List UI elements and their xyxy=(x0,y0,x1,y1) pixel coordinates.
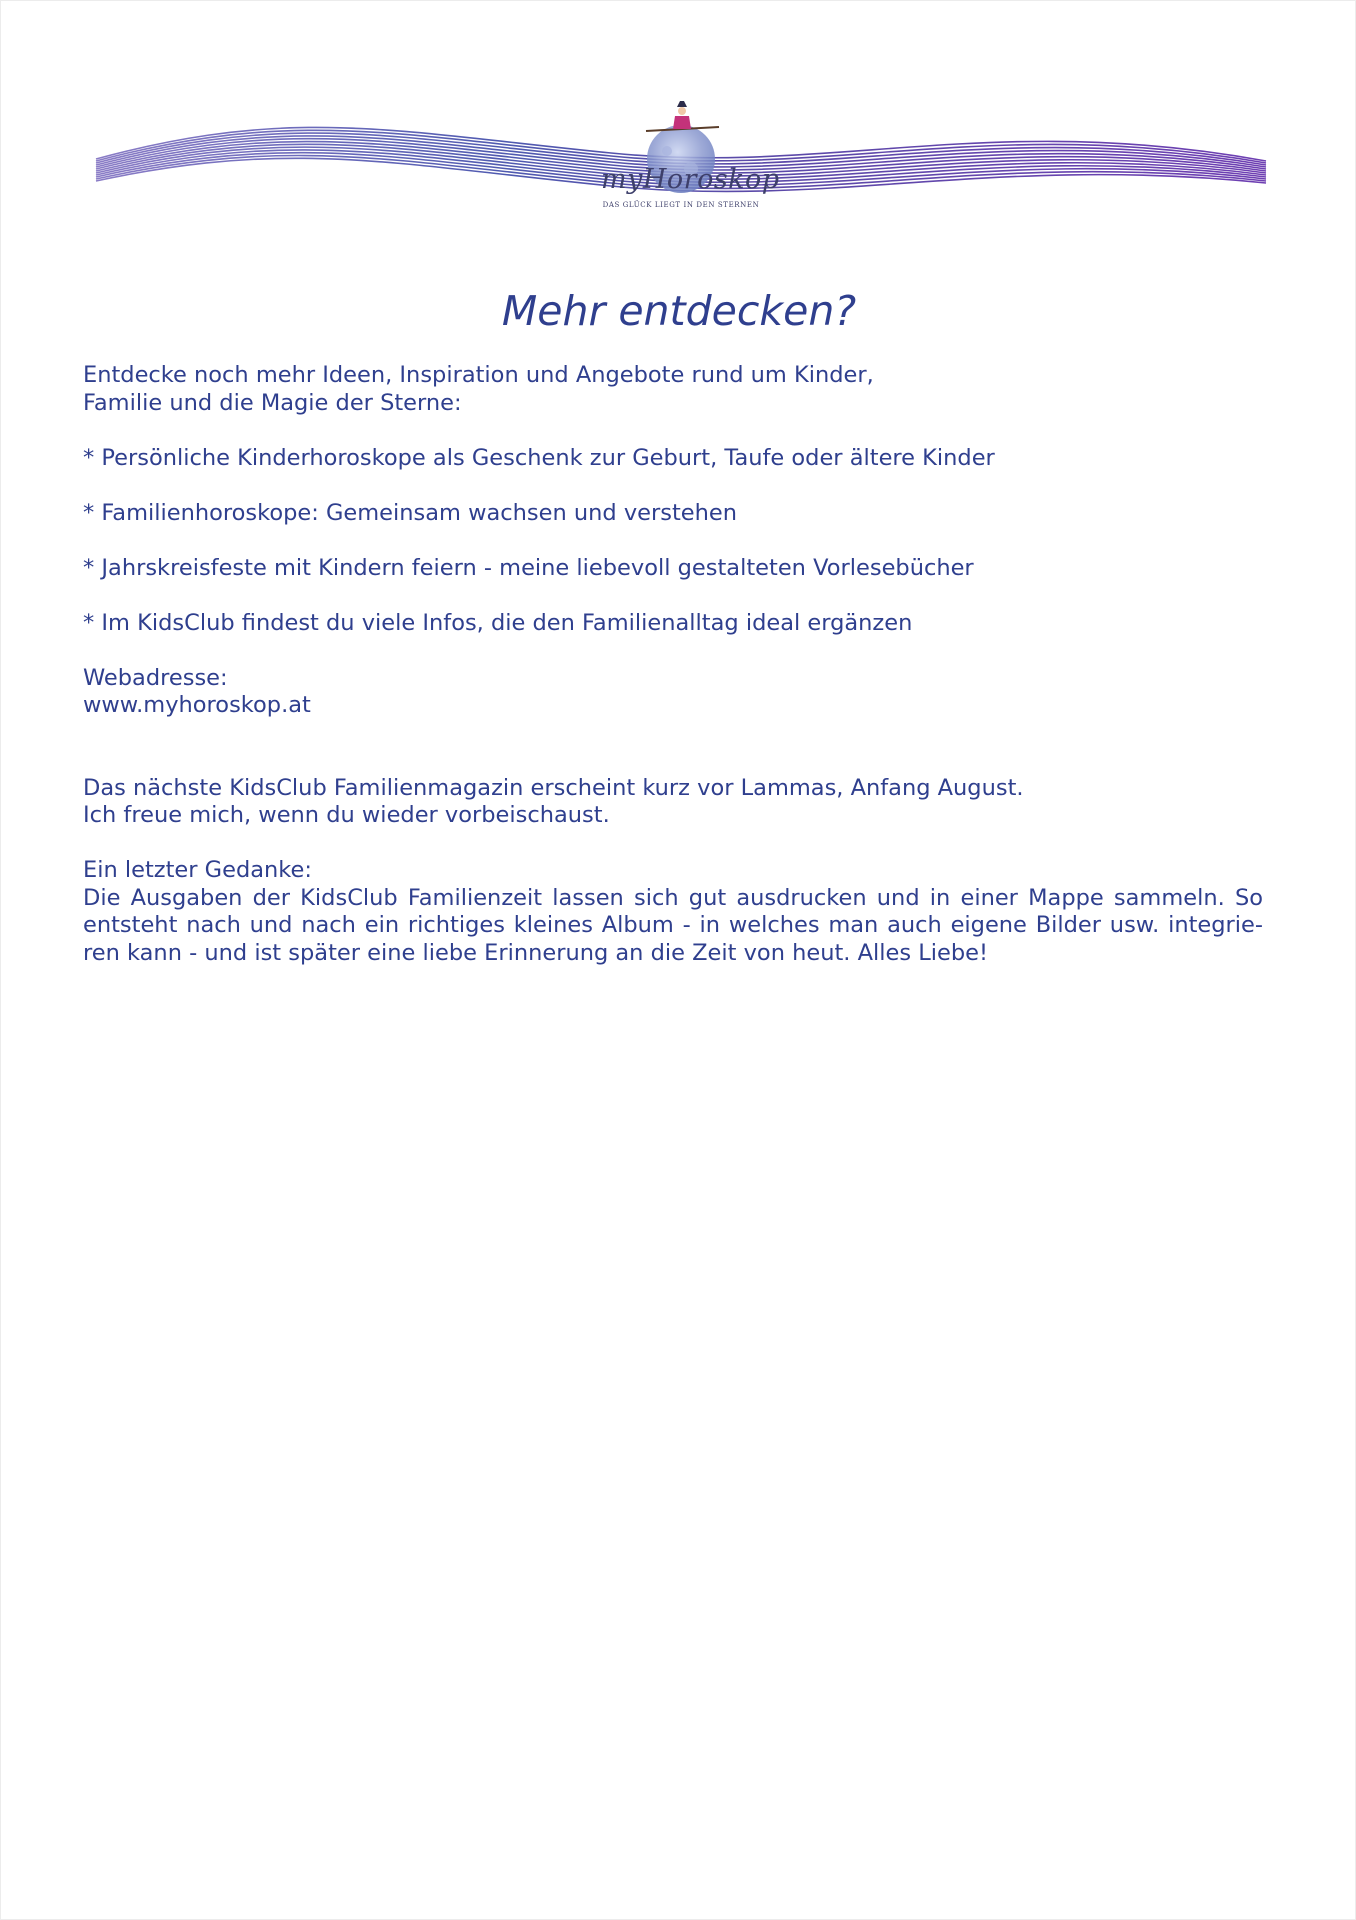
next-issue-line-1: Das nächste KidsClub Familienmagazin erscheint kurz vor Lammas, Anfang August. xyxy=(83,774,1024,801)
brand-logo-text: myHoroskop xyxy=(601,164,780,195)
bullet-item: * Familienhoroskope: Gemeinsam wachsen und verstehen xyxy=(83,499,738,526)
intro-line-2: Familie und die Magie der Sterne: xyxy=(83,389,462,416)
bullet-item: * Im KidsClub findest du viele Infos, die den Familienalltag ideal ergänzen xyxy=(83,609,913,636)
next-issue-line-2: Ich freue mich, wenn du wieder vorbeischaust. xyxy=(83,802,610,828)
web-label: Webadresse: xyxy=(83,664,228,691)
page-title: Mehr entdecken? xyxy=(501,287,857,335)
bullet-item: * Jahrskreisfeste mit Kindern feiern - meine liebevoll gestalteten Vorlesebücher xyxy=(83,554,974,581)
brand-tagline: DAS GLÜCK LIEGT IN DEN STERNEN xyxy=(602,201,760,209)
witch-on-broom-icon xyxy=(646,101,719,131)
main-content xyxy=(83,362,1263,967)
bullet-item: * Persönliche Kinderhoroskope als Geschenk zur Geburt, Taufe oder ältere Kinder xyxy=(83,444,995,471)
closing-paragraph: Die Ausgaben der KidsClub Familienzeit lassen sich gut ausdrucken und in einer Mappe sammeln. So entsteht nach und nach ein richtiges kleines Album - in welches man auch eigene Bilder usw. integrie-ren kann - und ist später eine liebe Erinnerung an die Zeit von heut. Alles Liebe! xyxy=(83,884,1263,966)
web-url-link[interactable]: www.myhoroskop.at xyxy=(83,692,311,718)
closing-heading: Ein letzter Gedanke: xyxy=(83,857,312,883)
intro-line-1: Entdecke noch mehr Ideen, Inspiration und Angebote rund um Kinder, xyxy=(83,362,874,388)
